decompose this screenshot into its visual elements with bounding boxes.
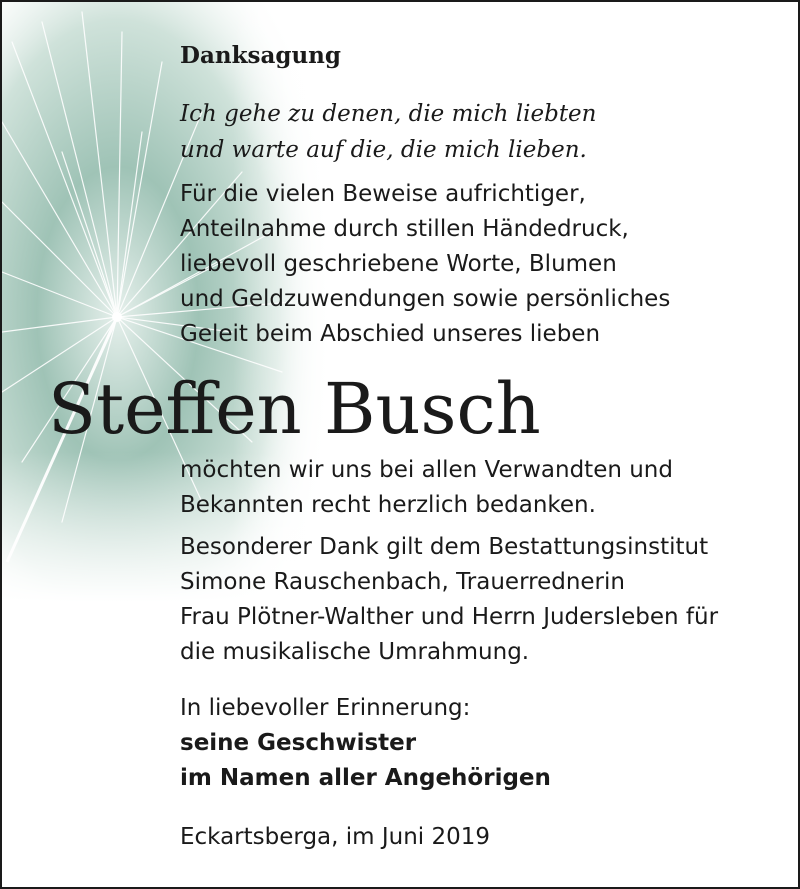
text-line: Besonderer Dank gilt dem Bestattungsinstitut [180,534,709,560]
deceased-name: Steffen Busch [48,368,541,450]
text-line: Bekannten recht herzlich bedanken. [180,492,596,518]
text-line: Anteilnahme durch stillen Händedruck, [180,216,629,242]
text-line: Frau Plötner-Walther und Herrn Judersleben für [180,604,719,630]
motto-verse [180,96,596,168]
text-line: Simone Rauschenbach, Trauerrednerin [180,569,625,595]
notice-title: Danksagung [180,42,341,69]
signatory-line: seine Geschwister [180,730,417,756]
memory-block [180,691,551,796]
text-line: liebevoll geschriebene Worte, Blumen [180,251,617,277]
notice-content [2,2,798,887]
text-line: Für die vielen Beweise aufrichtiger, [180,181,586,207]
motto-line: und warte auf die, die mich lieben. [180,137,587,163]
place-date: Eckartsberga, im Juni 2019 [180,824,491,850]
memory-intro: In liebevoller Erinnerung: [180,695,471,721]
special-thanks-paragraph [180,530,718,670]
thanks-paragraph [180,177,670,352]
motto-line: Ich gehe zu denen, die mich liebten [180,101,597,127]
text-line: möchten wir uns bei allen Verwandten und [180,457,673,483]
text-line: die musikalische Umrahmung. [180,639,530,665]
text-line: und Geldzuwendungen sowie persönliches [180,286,671,312]
text-line: Geleit beim Abschied unseres lieben [180,321,601,347]
signatory-line: im Namen aller Angehörigen [180,765,551,791]
after-name-paragraph [180,453,673,523]
